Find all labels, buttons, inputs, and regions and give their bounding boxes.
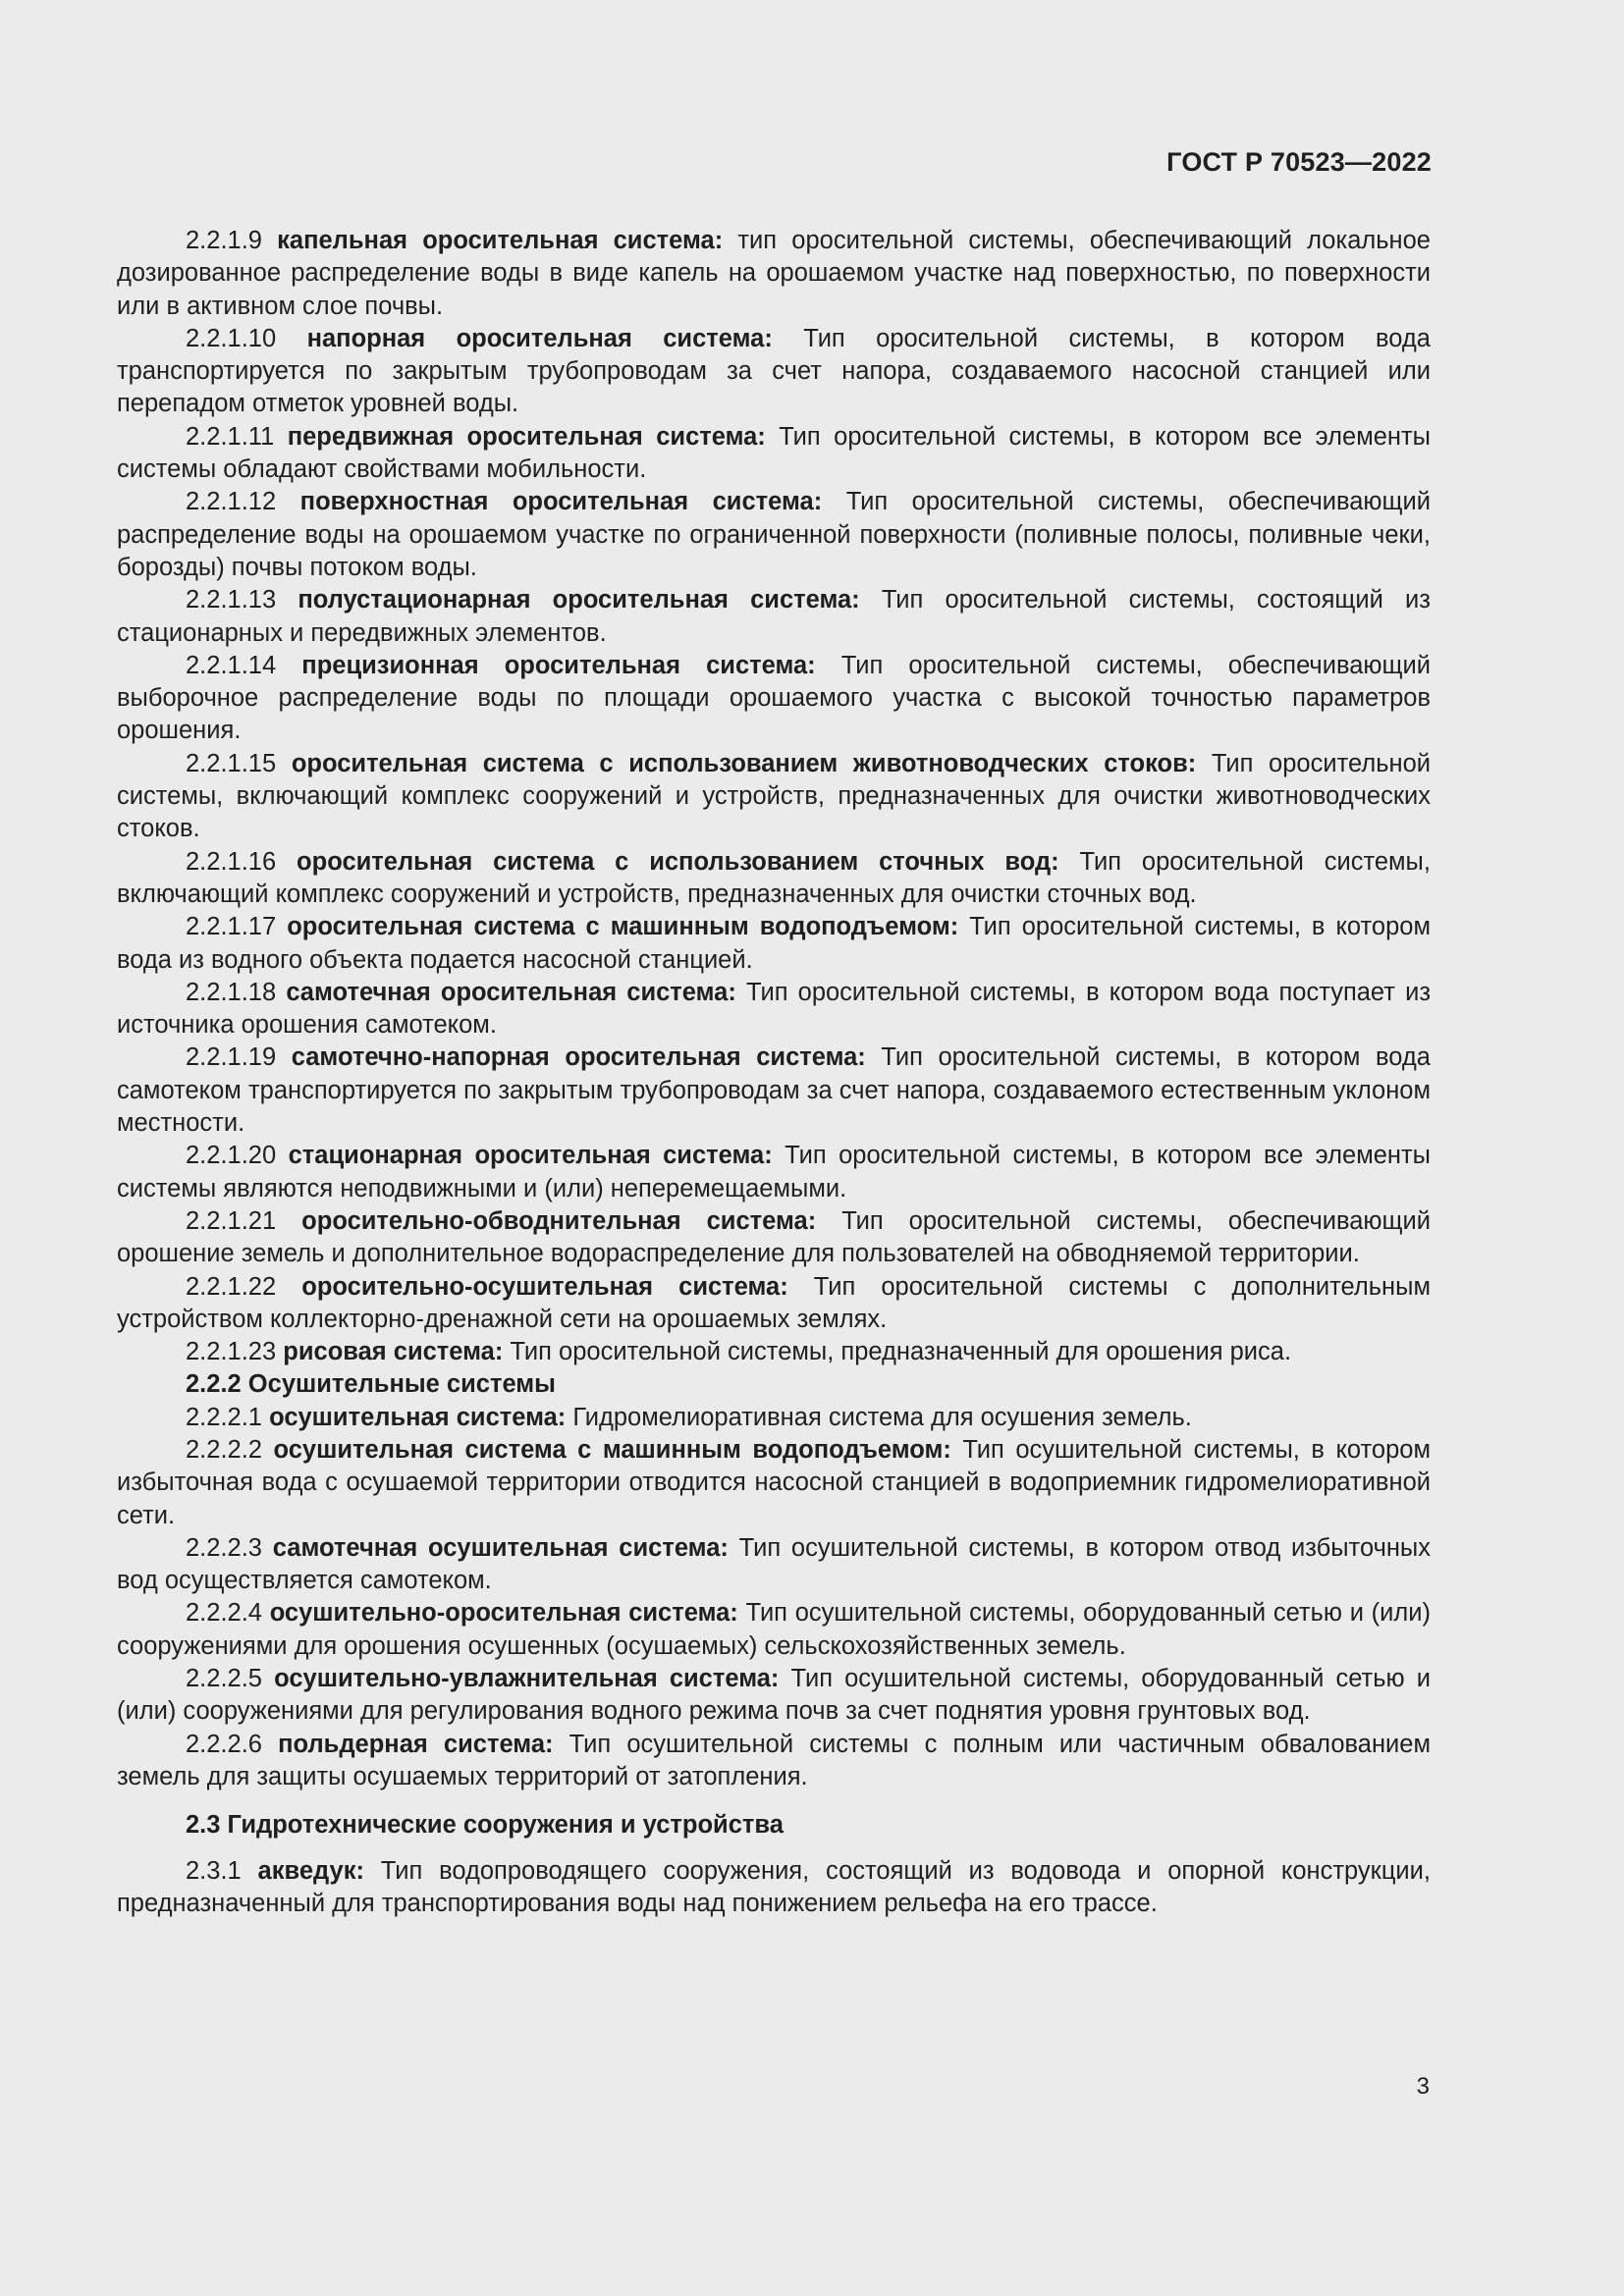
clause-number: 2.2.1.20: [186, 1142, 277, 1170]
term: осушительно-увлажнительная система:: [274, 1665, 780, 1693]
clause-number: 2.2.2.2: [186, 1435, 262, 1464]
term: стационарная оросительная система:: [288, 1142, 773, 1170]
definition-text: Тип осушительной системы, оборудованный сетью и (или) сооружениями для регулирования водного режима почв за счет поднятия уровня грунтовых вод.: [117, 1665, 1431, 1726]
term: капельная оросительная система:: [277, 227, 724, 254]
term: самотечно-напорная оросительная система:: [291, 1043, 866, 1072]
clause-number: 2.2.2.5: [186, 1665, 262, 1693]
clause-number: 2.2.1.17: [186, 913, 277, 941]
clause-number: 2.2.1.12: [186, 488, 277, 516]
clause-number: 2.2.1.18: [186, 978, 277, 1006]
clause-number: 2.2.1.22: [186, 1272, 277, 1301]
definition-paragraph: [117, 1597, 1431, 1663]
definition-text: тип оросительной системы, обеспечивающий локальное дозированное распределение воды в виде капель на орошаемом участке над поверхностью, по поверхности или в активном слое почвы.: [117, 227, 1431, 320]
term: польдерная система:: [278, 1730, 554, 1758]
irrigation-systems-list: [117, 225, 1431, 1368]
clause-number: 2.2.1.15: [186, 749, 277, 777]
definition-text: Тип оросительной системы, обеспечивающий орошение земель и дополнительное водораспределение для пользователей на обводняемой территории.: [117, 1206, 1432, 1268]
term: самотечная оросительная система:: [286, 978, 736, 1006]
hydraulic-structures-list: [117, 1855, 1431, 1921]
definition-text: Тип оросительной системы, в котором вода поступает из источника орошения самотеком.: [117, 978, 1432, 1040]
definition-text: Тип оросительной системы, включающий комплекс сооружений и устройств, предназначенных для очистки животноводческих стоков.: [117, 749, 1431, 843]
clause-number: 2.2.2.6: [186, 1730, 262, 1758]
definition-text: Тип оросительной системы, в котором вода транспортируется по закрытым трубопроводам за счет напора, создаваемого насосной станцией или перепадом отметок уровней воды.: [117, 324, 1431, 418]
clause-number: 2.3.1: [186, 1856, 242, 1885]
term: оросительная система с машинным водоподъемом:: [287, 913, 959, 941]
definition-paragraph: [117, 421, 1431, 487]
definition-paragraph: [117, 650, 1431, 748]
clause-number: 2.2.1.23: [186, 1338, 277, 1366]
term: оросительно-обводнительная система:: [301, 1206, 817, 1235]
definition-paragraph: [117, 1336, 1431, 1368]
definition-text: Тип оросительной системы, предназначенный для орошения риса.: [510, 1338, 1292, 1366]
document-body: [117, 225, 1431, 1920]
definition-text: Тип осушительной системы, в котором отвод избыточных вод осуществляется самотеком.: [117, 1533, 1432, 1595]
clause-number: 2.2.1.9: [186, 227, 262, 254]
term: оросительная система с использованием животноводческих стоков:: [291, 749, 1197, 777]
definition-paragraph: [117, 1205, 1431, 1271]
definition-text: Тип оросительной системы, в котором все элементы системы являются неподвижными и (или) неперемещаемыми.: [117, 1142, 1431, 1202]
definition-text: Тип оросительной системы, в котором вода самотеком транспортируется по закрытым трубопроводам за счет напора, создаваемого естественным уклоном местности.: [117, 1043, 1431, 1138]
definition-paragraph: [117, 911, 1431, 977]
definition-paragraph: [117, 1855, 1431, 1921]
term: оросительно-осушительная система:: [301, 1272, 788, 1301]
clause-number: 2.2.1.11: [186, 422, 275, 451]
term: передвижная оросительная система:: [287, 422, 766, 451]
term: поверхностная оросительная система:: [299, 488, 823, 516]
term: прецизионная оросительная система:: [301, 651, 816, 679]
definition-text: Гидромелиоративная система для осушения земель.: [572, 1403, 1192, 1431]
definition-text: Тип оросительной системы с дополнительным устройством коллекторно-дренажной сети на орошаемых землях.: [117, 1272, 1431, 1333]
term: оросительная система с использованием сточных вод:: [297, 847, 1059, 876]
term: осушительно-оросительная система:: [269, 1599, 738, 1628]
definition-paragraph: [117, 1663, 1431, 1729]
clause-number: 2.2.1.14: [186, 651, 277, 679]
term: осушительная система:: [269, 1403, 567, 1431]
drainage-systems-list: [117, 1402, 1431, 1794]
definition-paragraph: [117, 846, 1431, 912]
clause-number: 2.2.1.21: [186, 1206, 277, 1235]
definition-paragraph: [117, 584, 1431, 650]
standard-designation: ГОСТ Р 70523—2022: [1166, 147, 1432, 177]
term: напорная оросительная система:: [306, 324, 773, 352]
definition-paragraph: [117, 748, 1431, 846]
term: самотечная осушительная система:: [272, 1533, 729, 1562]
definition-text: Тип осушительной системы, оборудованный сетью и (или) сооружениями для орошения осушенных (осушаемых) сельскохозяйственных земель.: [117, 1599, 1431, 1660]
clause-number: 2.2.2.1: [186, 1403, 262, 1431]
definition-paragraph: [117, 1140, 1431, 1205]
definition-paragraph: [117, 323, 1431, 421]
page-number: 3: [1416, 2073, 1430, 2100]
definition-paragraph: [117, 225, 1431, 323]
definition-paragraph: [117, 1041, 1431, 1140]
term: полустационарная оросительная система:: [298, 586, 860, 614]
definition-text: Тип оросительной системы, в котором все элементы системы обладают свойствами мобильности.: [117, 422, 1431, 484]
term: акведук:: [257, 1856, 364, 1885]
clause-number: 2.2.1.19: [186, 1043, 277, 1072]
clause-number: 2.2.1.13: [186, 586, 277, 614]
definition-paragraph: [117, 1532, 1431, 1598]
section-heading-2-3: 2.3 Гидротехнические сооружения и устройства: [186, 1811, 784, 1840]
section-heading-2-2-2: 2.2.2 Осушительные системы: [186, 1370, 556, 1399]
definition-paragraph: [117, 1402, 1431, 1434]
clause-number: 2.2.2.4: [186, 1599, 262, 1628]
clause-number: 2.2.1.10: [186, 324, 277, 352]
definition-text: Тип осушительной системы, в котором избыточная вода с осушаемой территории отводится насосной станцией в водоприемник гидромелиоративной сети.: [117, 1435, 1431, 1529]
clause-number: 2.2.2.3: [186, 1533, 262, 1562]
term: осушительная система с машинным водоподъемом:: [273, 1435, 951, 1464]
definition-text: Тип оросительной системы, включающий комплекс сооружений и устройств, предназначенных для очистки сточных вод.: [117, 847, 1431, 908]
definition-paragraph: [117, 1271, 1431, 1337]
definition-text: Тип осушительной системы с полным или частичным обвалованием земель для защиты осушаемых территорий от затопления.: [117, 1730, 1431, 1790]
definition-text: Тип оросительной системы, состоящий из стационарных и передвижных элементов.: [117, 586, 1431, 647]
definition-paragraph: [117, 1729, 1431, 1794]
definition-text: Тип оросительной системы, обеспечивающий выборочное распределение воды по площади орошаемого участка с высокой точностью параметров орошения.: [117, 651, 1431, 745]
definition-text: Тип оросительной системы, обеспечивающий распределение воды на орошаемом участке по ограниченной поверхности (поливные полосы, поливные чеки, борозды) почвы потоком воды.: [117, 488, 1432, 581]
definition-paragraph: [117, 1434, 1431, 1532]
clause-number: 2.2.1.16: [186, 847, 277, 876]
definition-paragraph: [117, 486, 1431, 584]
definition-text: Тип водопроводящего сооружения, состоящий из водовода и опорной конструкции, предназначенный для транспортирования воды над понижением рельефа на его трассе.: [117, 1856, 1431, 1917]
definition-text: Тип оросительной системы, в котором вода из водного объекта подается насосной станцией.: [117, 913, 1432, 974]
definition-paragraph: [117, 977, 1431, 1042]
term: рисовая система:: [283, 1338, 504, 1366]
